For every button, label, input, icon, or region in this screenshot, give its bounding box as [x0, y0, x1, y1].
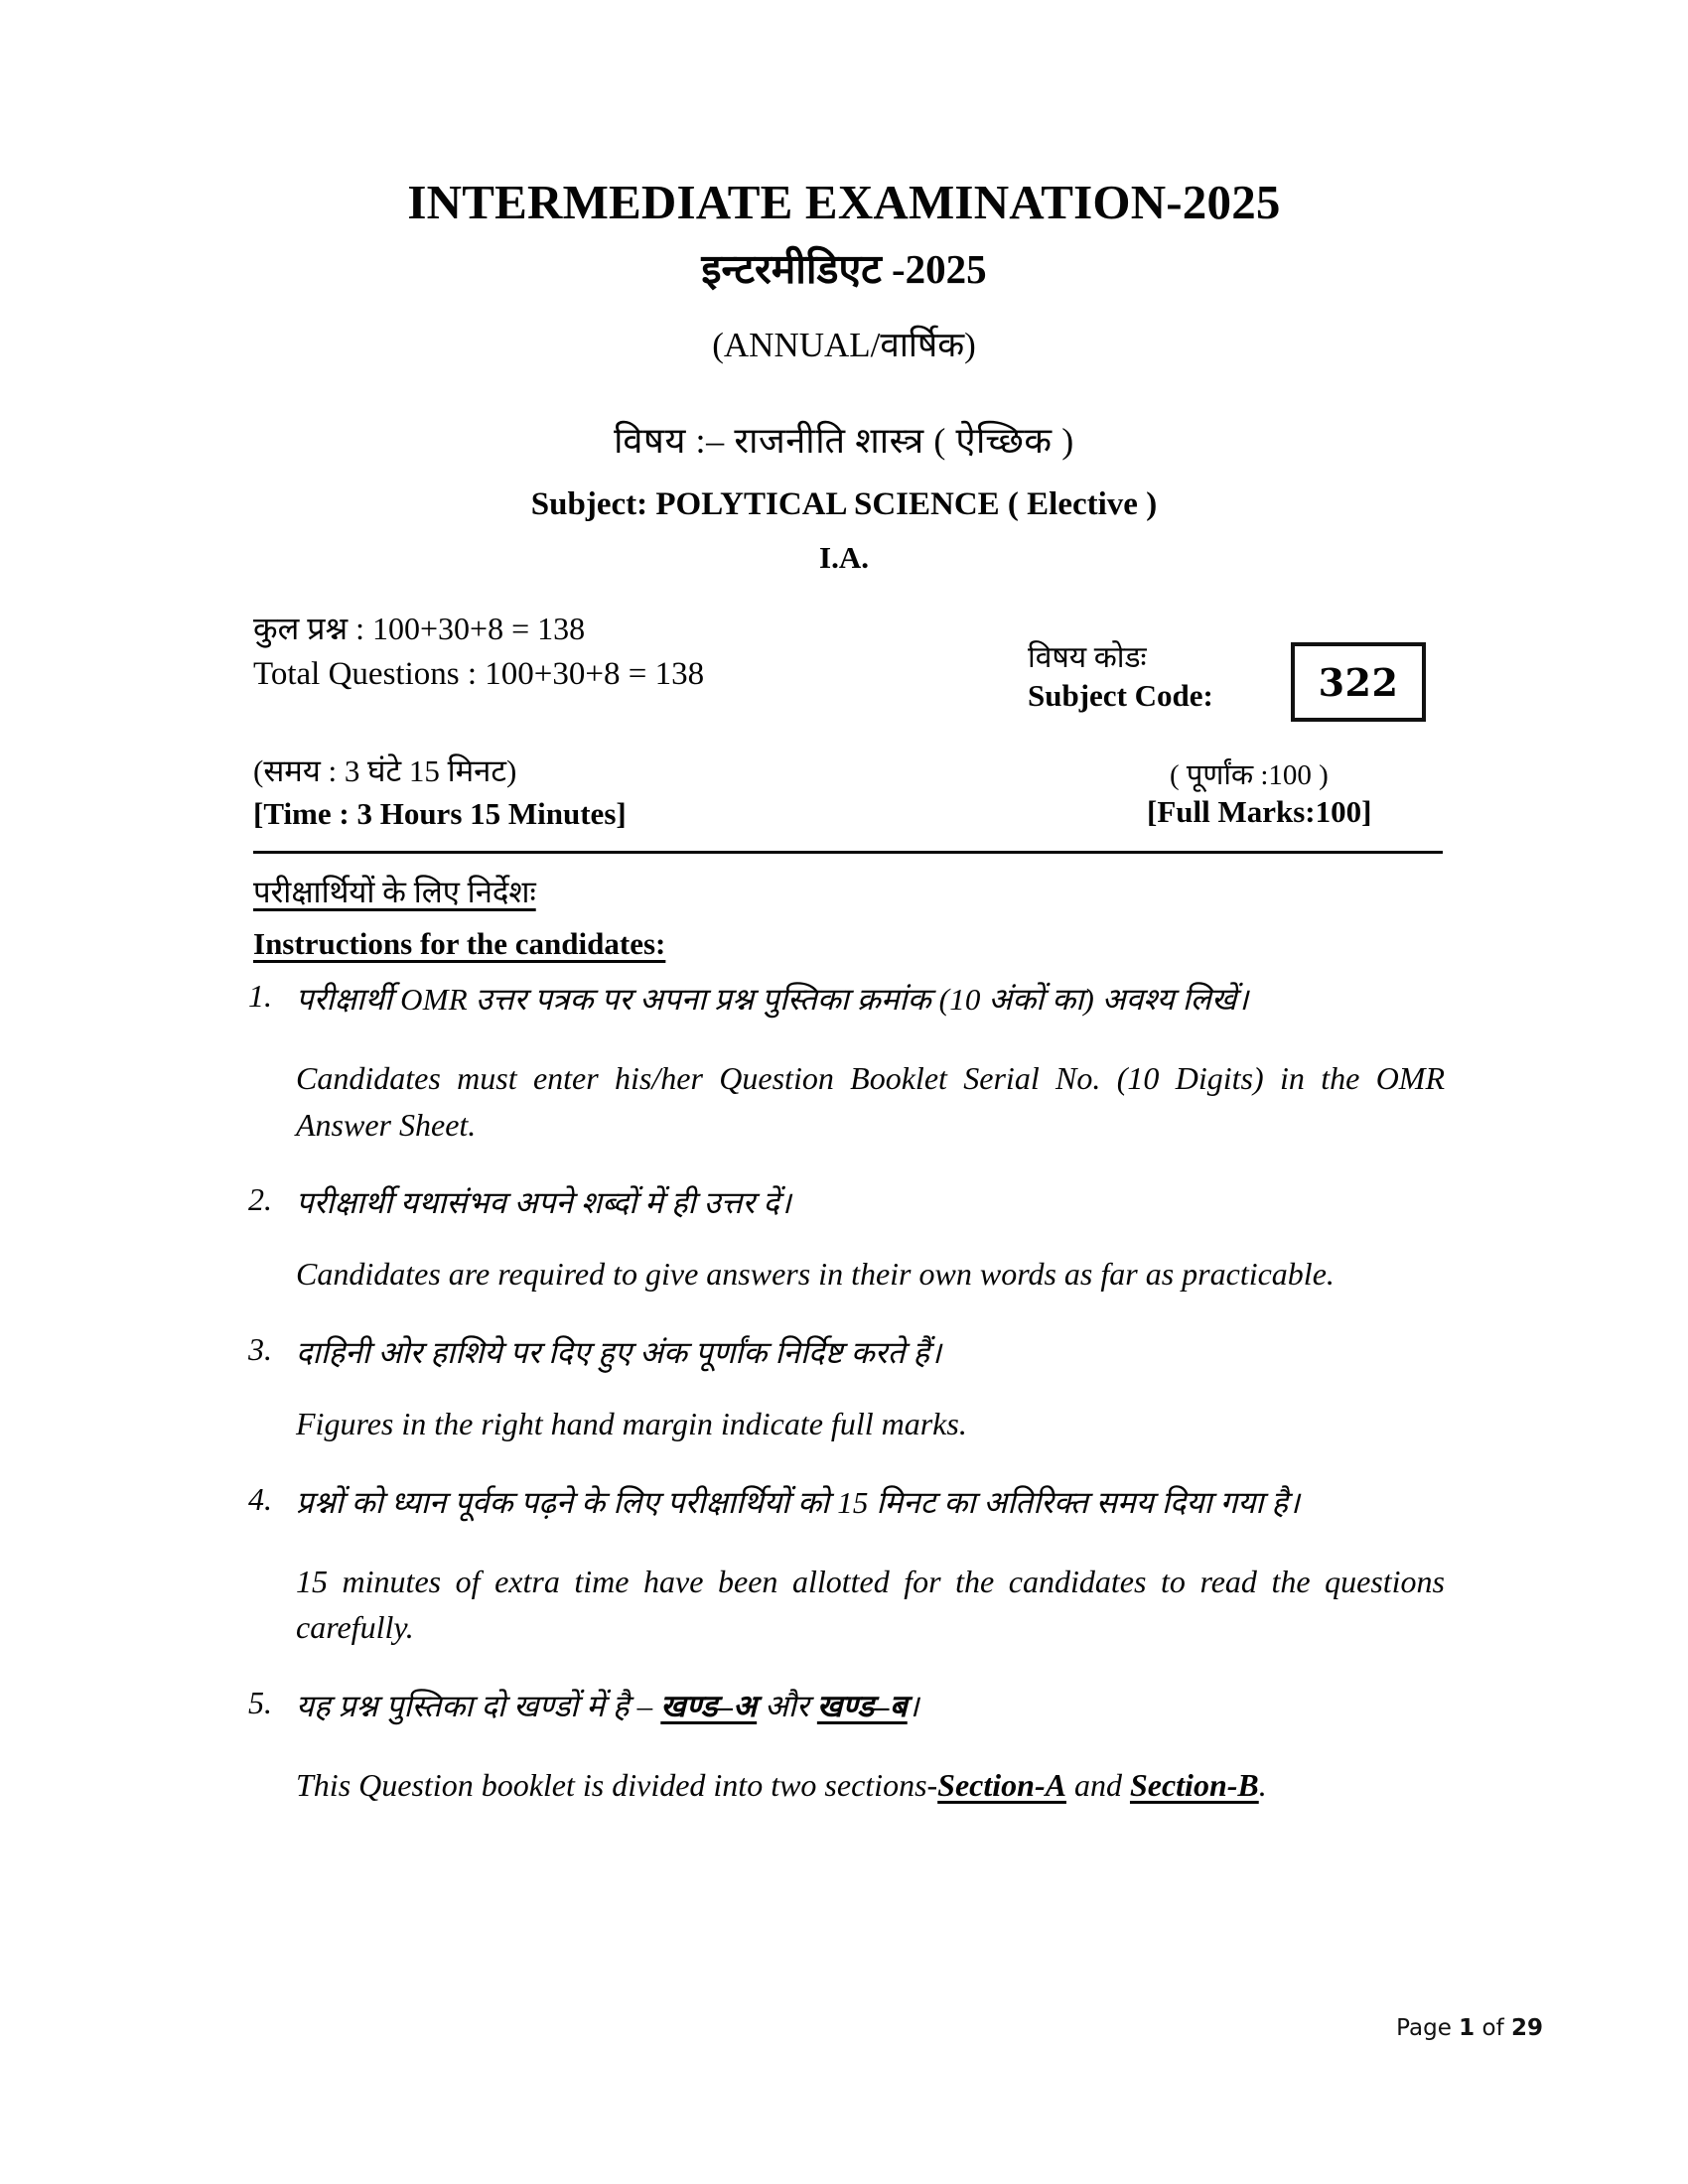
instruction-4-hindi: प्रश्नों को ध्यान पूर्वक पढ़ने के लिए परीक्षार्थियों को 15 मिनट का अतिरिक्त समय दिया गया है। — [296, 1484, 1301, 1520]
instruction-item-5 — [248, 1685, 1445, 1809]
spacer — [248, 1375, 1445, 1401]
instruction-5-hindi-conjunction: और — [757, 1688, 817, 1723]
subject-code-box — [1291, 642, 1426, 722]
spacer — [248, 1651, 1445, 1685]
subject-code-label-english: Subject Code: — [1028, 678, 1213, 713]
spacer — [248, 1225, 1445, 1251]
full-marks-hindi: ( पूर्णांक :100 ) — [1170, 759, 1329, 791]
section-b-label-english: Section-B — [1129, 1766, 1259, 1803]
instruction-3-english: Figures in the right hand margin indicate full marks. — [296, 1406, 967, 1442]
footer-prefix: Page — [1396, 2015, 1460, 2041]
exam-time-hindi: (समय : 3 घंटे 15 मिनट) — [253, 753, 517, 788]
instruction-number-1: 1. — [248, 978, 272, 1014]
exam-time-english: [Time : 3 Hours 15 Minutes] — [253, 796, 627, 831]
subject-name-hindi: विषय :– राजनीति शास्त्र ( ऐच्छिक ) — [614, 421, 1074, 461]
instruction-item-4 — [248, 1481, 1445, 1651]
footer-total-pages: 29 — [1510, 2015, 1543, 2041]
stream-label: I.A. — [819, 540, 869, 575]
spacer — [248, 1447, 1445, 1481]
instruction-number-2: 2. — [248, 1181, 272, 1218]
page-footer — [0, 2015, 1543, 2041]
footer-middle: of — [1475, 2015, 1511, 2041]
section-a-label-hindi: खण्ड–अ — [660, 1688, 758, 1723]
header-divider — [253, 851, 1443, 854]
full-marks-english: [Full Marks:100] — [1147, 794, 1372, 829]
footer-page-number: 1 — [1459, 2015, 1476, 2041]
total-questions-english: Total Questions : 100+30+8 = 138 — [253, 656, 705, 692]
subject-code-value: 322 — [1318, 659, 1399, 705]
instructions-heading-hindi: परीक्षार्थियों के लिए निर्देशः — [253, 875, 536, 909]
total-questions-hindi: कुल प्रश्न : 100+30+8 = 138 — [253, 611, 586, 646]
instruction-1-english: Candidates must enter his/her Question Booklet Serial No. (10 Digits) in the OMR Answer Sheet. — [296, 1060, 1445, 1143]
spacer — [248, 1148, 1445, 1181]
instruction-3-hindi: दाहिनी ओर हाशिये पर दिए हुए अंक पूर्णांक निर्दिष्ट करते हैं। — [296, 1334, 942, 1370]
instruction-5-english-prefix: This Question booklet is divided into two sections- — [296, 1766, 938, 1803]
instruction-5-english-suffix: . — [1258, 1766, 1267, 1803]
spacer — [248, 1297, 1445, 1331]
instruction-item-1 — [248, 978, 1445, 1148]
spacer — [248, 1525, 1445, 1559]
instruction-1-hindi: परीक्षार्थी OMR उत्तर पत्रक पर अपना प्रश्न पुस्तिका क्रमांक (10 अंकों का) अवश्य लिखें। — [296, 982, 1249, 1017]
subject-code-label-hindi: विषय कोडः — [1028, 641, 1147, 674]
instruction-number-4: 4. — [248, 1480, 272, 1517]
exam-title-hindi: इन्टरमीडिएट -2025 — [701, 246, 987, 292]
instruction-5-hindi — [296, 1685, 1445, 1728]
instruction-5-english-conjunction: and — [1065, 1766, 1130, 1803]
instructions-list — [248, 978, 1445, 1808]
instruction-number-5: 5. — [248, 1684, 272, 1720]
exam-title-english: INTERMEDIATE EXAMINATION-2025 — [407, 175, 1281, 229]
instruction-item-2 — [248, 1181, 1445, 1297]
instruction-5-english — [296, 1762, 1445, 1808]
exam-session-label: (ANNUAL/वार्षिक) — [712, 326, 976, 364]
instruction-4-english: 15 minutes of extra time have been allotted for the candidates to read the questions carefully. — [296, 1563, 1445, 1646]
instruction-number-3: 3. — [248, 1330, 272, 1367]
instructions-heading-english: Instructions for the candidates: — [253, 926, 666, 961]
instruction-2-english: Candidates are required to give answers in their own words as far as practicable. — [296, 1256, 1335, 1293]
section-a-label-english: Section-A — [937, 1766, 1066, 1803]
instruction-item-3 — [248, 1331, 1445, 1447]
section-b-label-hindi: खण्ड–ब — [816, 1688, 908, 1723]
instruction-5-hindi-prefix: यह प्रश्न पुस्तिका दो खण्डों में है – — [296, 1688, 661, 1723]
spacer — [248, 1022, 1445, 1055]
instruction-5-hindi-suffix: । — [907, 1688, 919, 1723]
spacer — [248, 1728, 1445, 1762]
subject-name-english: Subject: POLYTICAL SCIENCE ( Elective ) — [530, 486, 1158, 522]
instruction-2-hindi: परीक्षार्थी यथासंभव अपने शब्दों में ही उत्तर दें। — [296, 1185, 791, 1221]
